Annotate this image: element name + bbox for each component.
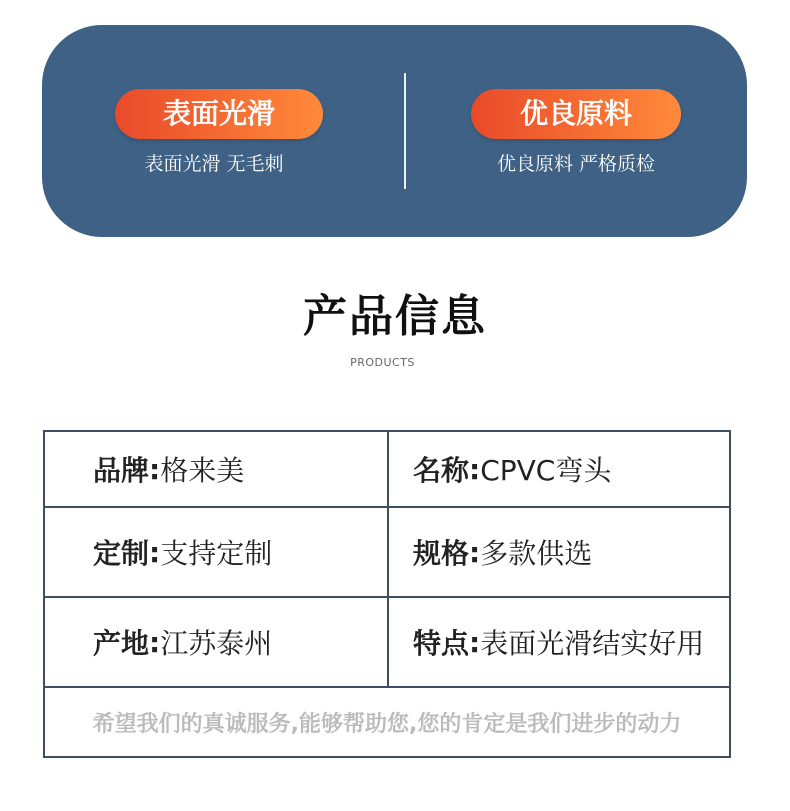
cell-value: 江苏泰州 (160, 627, 273, 660)
cell-separator: : (149, 625, 161, 659)
cell-separator: : (469, 625, 481, 659)
cell-separator: : (149, 452, 161, 486)
feature-quality-material (394, 25, 746, 237)
cell-key: 特点 (413, 627, 470, 660)
table-row (45, 432, 729, 508)
cell-separator: : (469, 452, 481, 486)
table-cell-features (389, 598, 729, 686)
table-cell-brand (45, 432, 389, 506)
feature-smooth-surface-badge: 表面光滑 (115, 89, 323, 139)
product-info-table (43, 430, 731, 758)
table-cell-specification (389, 508, 729, 596)
cell-key: 规格 (413, 537, 470, 570)
cell-separator: : (149, 535, 161, 569)
section-title: 产品信息 (303, 291, 487, 342)
cell-value: 支持定制 (160, 537, 273, 570)
footer-note: 希望我们的真诚服务,能够帮助您,您的肯定是我们进步的动力 (92, 711, 682, 737)
feature-smooth-surface-subtitle: 表面光滑 无毛刺 (144, 153, 284, 175)
feature-smooth-surface (42, 25, 394, 237)
cell-value: CPVC弯头 (480, 454, 612, 487)
cell-value: 表面光滑结实好用 (480, 627, 705, 660)
cell-value: 格来美 (160, 454, 245, 487)
feature-quality-material-badge: 优良原料 (471, 89, 681, 139)
table-cell-name (389, 432, 729, 506)
feature-quality-material-subtitle: 优良原料 严格质检 (496, 153, 656, 175)
feature-banner (42, 25, 747, 237)
table-row (45, 508, 729, 598)
cell-key: 名称 (413, 454, 470, 487)
cell-value: 多款供选 (480, 537, 593, 570)
cell-separator: : (469, 535, 481, 569)
cell-key: 定制 (93, 537, 150, 570)
table-row (45, 598, 729, 688)
cell-key: 产地 (93, 627, 150, 660)
table-cell-customization (45, 508, 389, 596)
cell-key: 品牌 (93, 454, 150, 487)
section-subtitle: PRODUCTS (350, 356, 415, 369)
table-cell-origin (45, 598, 389, 686)
